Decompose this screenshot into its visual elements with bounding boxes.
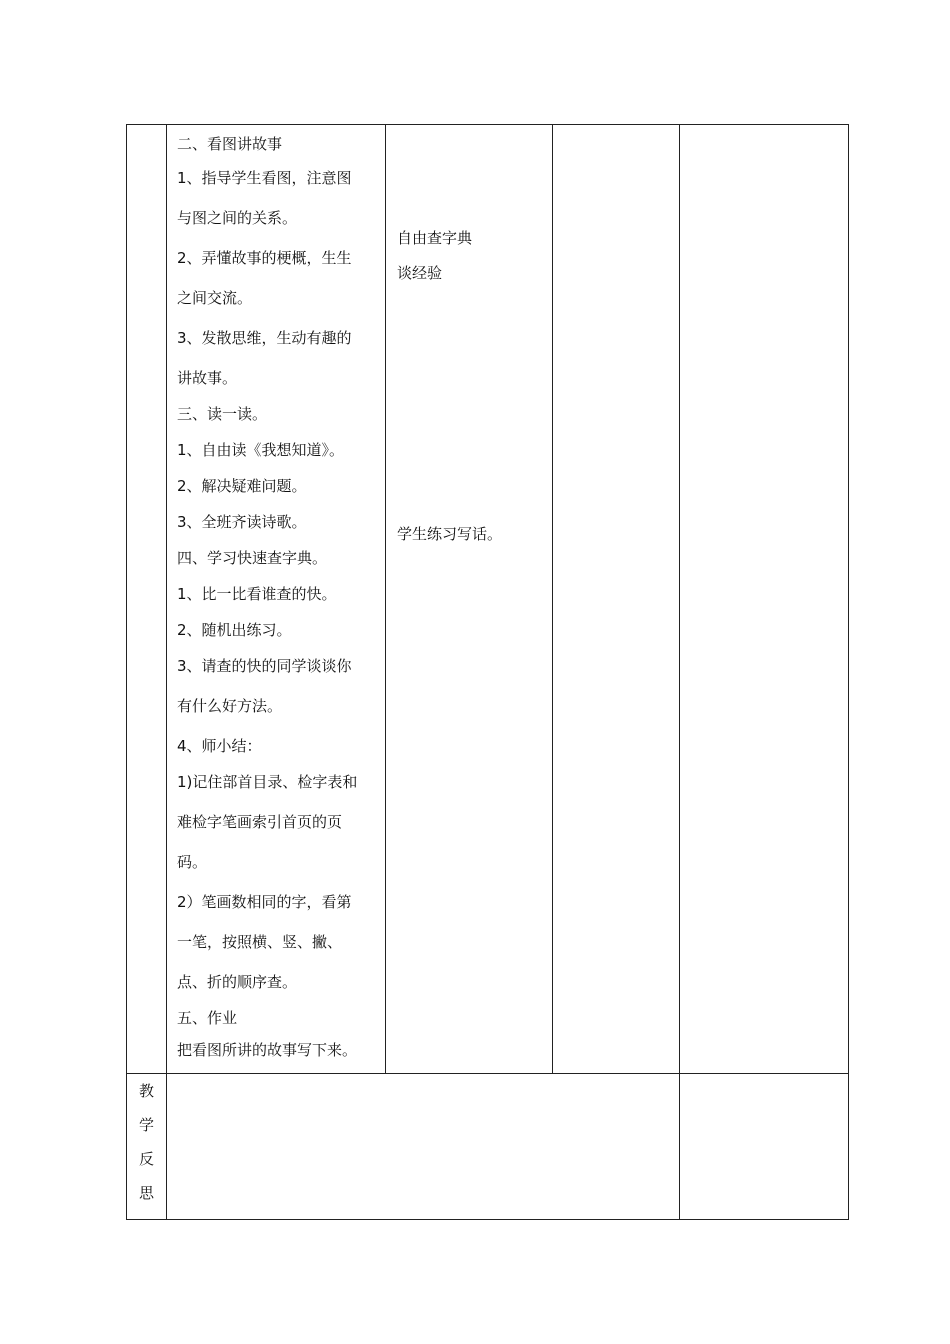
activity-line: 四、学习快速查字典。 <box>177 549 328 567</box>
reflection-char: 学 <box>138 1116 154 1134</box>
lesson-plan-table <box>126 124 849 1220</box>
activity-line: 4、师小结： <box>177 737 262 755</box>
activity-line: 之间交流。 <box>177 289 253 307</box>
activity-line: 五、作业 <box>177 1009 238 1027</box>
activity-line: 2、解决疑难问题。 <box>177 477 307 495</box>
activity-line: 2、弄懂故事的梗概，生生 <box>177 249 352 267</box>
lesson-row <box>127 125 849 1074</box>
activity-line: 难检字笔画索引首页的页 <box>177 813 343 831</box>
activity-line: 3、发散思维，生动有趣的 <box>177 329 352 347</box>
empty-cell <box>680 1074 849 1220</box>
activity-line: 1、比一比看谁查的快。 <box>177 585 337 603</box>
activity-line: 三、读一读。 <box>177 405 268 423</box>
activity-line: 1、自由读《我想知道》。 <box>177 441 345 459</box>
teacher-activities-cell <box>167 125 386 1074</box>
empty-cell <box>553 125 680 1074</box>
activity-line: 3、全班齐读诗歌。 <box>177 513 307 531</box>
activity-line: 1、指导学生看图，注意图 <box>177 169 352 187</box>
reflection-content-cell <box>167 1074 680 1220</box>
activity-line: 一笔，按照横、竖、撇、 <box>177 933 343 951</box>
activity-line: 讲故事。 <box>177 369 238 387</box>
activity-line: 2）笔画数相同的字，看第 <box>177 893 352 911</box>
student-line: 谈经验 <box>397 264 443 282</box>
reflection-char: 反 <box>138 1150 154 1168</box>
reflection-char: 教 <box>138 1082 154 1100</box>
activity-line: 有什么好方法。 <box>177 697 283 715</box>
teaching-reflection-label <box>127 1074 167 1220</box>
student-activities-cell <box>386 125 553 1074</box>
activity-line: 与图之间的关系。 <box>177 209 298 227</box>
student-line: 学生练习写话。 <box>397 525 503 543</box>
activity-line: 3、请查的快的同学谈谈你 <box>177 657 352 675</box>
activity-line: 把看图所讲的故事写下来。 <box>177 1041 358 1059</box>
empty-cell <box>680 125 849 1074</box>
label-cell-empty <box>127 125 167 1074</box>
activity-line: 1)记住部首目录、检字表和 <box>177 773 358 791</box>
reflection-row <box>127 1074 849 1220</box>
activity-line: 二、看图讲故事 <box>177 135 283 153</box>
activity-line: 2、随机出练习。 <box>177 621 292 639</box>
student-line: 自由查字典 <box>397 229 473 247</box>
activity-line: 码。 <box>177 853 208 871</box>
reflection-char: 思 <box>138 1184 154 1202</box>
activity-line: 点、折的顺序查。 <box>177 973 298 991</box>
